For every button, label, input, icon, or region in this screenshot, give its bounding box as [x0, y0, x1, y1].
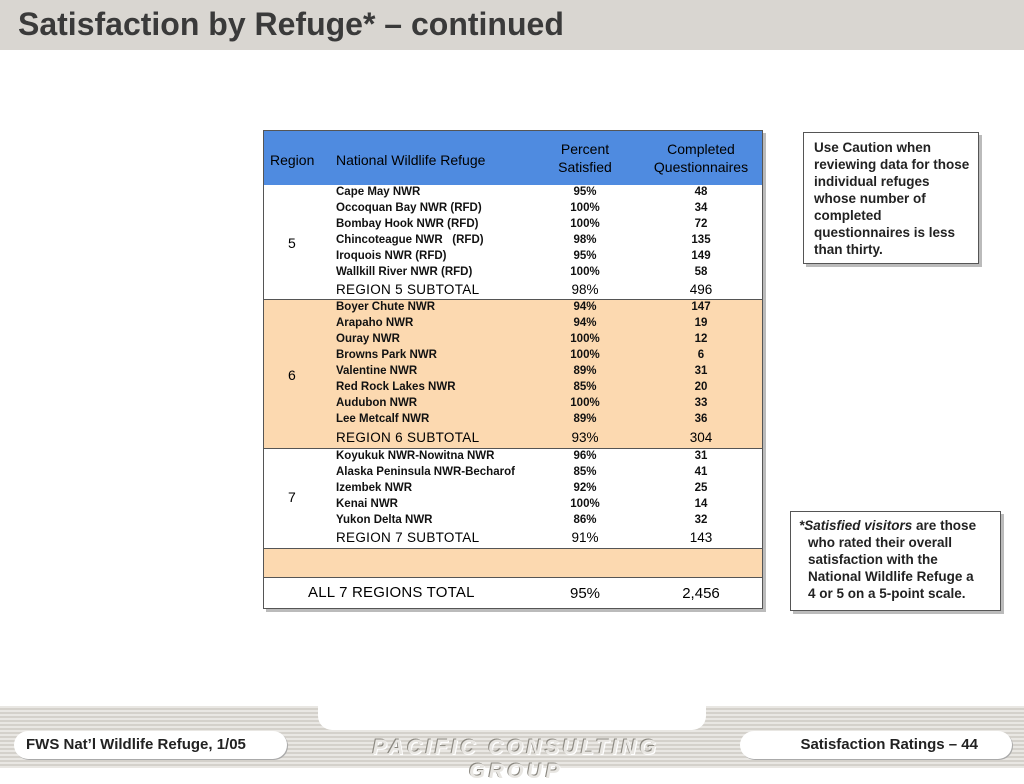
- completed-count: 32: [694, 514, 708, 526]
- percent-satisfied: 92%: [573, 482, 597, 494]
- percent-satisfied: 100%: [570, 333, 600, 345]
- completed-count: 147: [691, 301, 711, 313]
- subtotal-label: REGION 6 SUBTOTAL: [336, 430, 480, 445]
- percent-satisfied: 95%: [573, 186, 597, 198]
- satisfied-term: *Satisfied visitors: [799, 518, 913, 533]
- region-number: 6: [288, 367, 296, 383]
- table-row: [264, 412, 762, 428]
- subtotal-row: [264, 529, 762, 547]
- table-row: [264, 465, 762, 481]
- satisfied-definition-note: [790, 511, 1001, 611]
- footer-right-pill: [740, 731, 1012, 759]
- header-region: Region: [270, 152, 315, 168]
- table-row: [264, 316, 762, 332]
- refuge-name: Yukon Delta NWR: [336, 514, 433, 526]
- refuge-name: Boyer Chute NWR: [336, 301, 436, 313]
- refuge-name: Valentine NWR: [336, 365, 418, 377]
- satisfied-line-1-rest: are those: [912, 518, 977, 533]
- percent-satisfied: 94%: [573, 301, 597, 313]
- refuge-name: Wallkill River NWR (RFD): [336, 266, 473, 278]
- table-row: [264, 185, 762, 201]
- subtotal-count: 304: [689, 430, 713, 445]
- percent-satisfied: 86%: [573, 514, 597, 526]
- satisfied-text: [799, 517, 999, 602]
- table-row: [264, 265, 762, 281]
- subtotal-count: 496: [689, 282, 713, 297]
- refuge-name: Bombay Hook NWR (RFD): [336, 218, 479, 230]
- completed-count: 12: [694, 333, 708, 345]
- subtotal-percent: 98%: [571, 282, 599, 297]
- refuge-name: Browns Park NWR: [336, 349, 437, 361]
- total-count: 2,456: [682, 585, 720, 602]
- footer-left-text: FWS Nat’l Wildlife Refuge, 1/05: [26, 736, 246, 753]
- table-row: [264, 513, 762, 529]
- table-row: [264, 201, 762, 217]
- completed-count: 20: [694, 381, 708, 393]
- title-bar: [0, 0, 1024, 50]
- refuge-name: Izembek NWR: [336, 482, 413, 494]
- satisfied-line-4: National Wildlife Refuge a: [808, 569, 974, 584]
- header-completed-questionnaires: Completed Questionnaires: [653, 141, 749, 175]
- percent-satisfied: 100%: [570, 397, 600, 409]
- subtotal-percent: 93%: [571, 430, 599, 445]
- percent-satisfied: 100%: [570, 349, 600, 361]
- total-label: ALL 7 REGIONS TOTAL: [308, 584, 475, 601]
- completed-count: 6: [697, 349, 705, 361]
- refuge-name: Alaska Peninsula NWR-Becharof: [336, 466, 515, 478]
- footer-left-pill: [14, 731, 287, 759]
- completed-count: 34: [694, 202, 708, 214]
- grand-total-row: [264, 578, 762, 608]
- refuge-name: Red Rock Lakes NWR: [336, 381, 456, 393]
- refuge-name: Koyukuk NWR-Nowitna NWR: [336, 450, 495, 462]
- percent-satisfied: 100%: [570, 202, 600, 214]
- subtotal-label: REGION 5 SUBTOTAL: [336, 282, 480, 297]
- table-row: [264, 449, 762, 465]
- completed-count: 25: [694, 482, 708, 494]
- satisfied-line-5: 4 or 5 on a 5-point scale.: [808, 586, 966, 601]
- table-row: [264, 364, 762, 380]
- caution-text: Use Caution when reviewing data for those individual refuges whose number of completed questionnaires is less than thirty.: [814, 140, 970, 257]
- table-row: [264, 332, 762, 348]
- percent-satisfied: 100%: [570, 218, 600, 230]
- percent-satisfied: 89%: [573, 413, 597, 425]
- completed-count: 33: [694, 397, 708, 409]
- satisfied-line-2: who rated their overall: [808, 535, 953, 550]
- refuge-name: Chincoteague NWR (RFD): [336, 234, 484, 246]
- refuge-name: Lee Metcalf NWR: [336, 413, 430, 425]
- caution-note: [803, 132, 979, 264]
- header-percent-satisfied: Percent Satisfied: [558, 141, 612, 175]
- percent-satisfied: 94%: [573, 317, 597, 329]
- completed-count: 41: [694, 466, 708, 478]
- table-row: [264, 217, 762, 233]
- subtotal-label: REGION 7 SUBTOTAL: [336, 530, 480, 545]
- table-row: [264, 396, 762, 412]
- region-5-group: [264, 185, 762, 300]
- brand-logo-text: PACIFIC CONSULTING GROUP: [372, 736, 660, 783]
- region-number: 7: [288, 489, 296, 505]
- subtotal-count: 143: [689, 530, 713, 545]
- completed-count: 31: [694, 450, 708, 462]
- subtotal-percent: 91%: [571, 530, 599, 545]
- header-refuge: National Wildlife Refuge: [336, 152, 486, 168]
- table-row: [264, 481, 762, 497]
- region-number: 5: [288, 235, 296, 251]
- percent-satisfied: 95%: [573, 250, 597, 262]
- satisfied-line-1: [799, 517, 999, 534]
- subtotal-row: [264, 281, 762, 299]
- percent-satisfied: 100%: [570, 498, 600, 510]
- completed-count: 19: [694, 317, 708, 329]
- table-row: [264, 300, 762, 316]
- completed-count: 31: [694, 365, 708, 377]
- completed-count: 58: [694, 266, 708, 278]
- region-7-group: [264, 449, 762, 549]
- blank-row: [264, 549, 762, 578]
- percent-satisfied: 89%: [573, 365, 597, 377]
- table-row: [264, 233, 762, 249]
- table-row: [264, 380, 762, 396]
- percent-satisfied: 98%: [573, 234, 597, 246]
- satisfied-line-3: satisfaction with the: [808, 552, 938, 567]
- refuge-name: Iroquois NWR (RFD): [336, 250, 447, 262]
- completed-count: 14: [694, 498, 708, 510]
- refuge-name: Occoquan Bay NWR (RFD): [336, 202, 482, 214]
- completed-count: 135: [691, 234, 711, 246]
- region-6-group: [264, 300, 762, 449]
- page-title: Satisfaction by Refuge* – continued: [18, 6, 564, 42]
- refuge-name: Kenai NWR: [336, 498, 398, 510]
- subtotal-row: [264, 429, 762, 447]
- refuge-name: Ouray NWR: [336, 333, 400, 345]
- table-header: [264, 131, 762, 186]
- footer-notch: [318, 706, 706, 730]
- table-row: [264, 249, 762, 265]
- total-percent: 95%: [569, 585, 601, 602]
- completed-count: 48: [694, 186, 708, 198]
- percent-satisfied: 96%: [573, 450, 597, 462]
- table-row: [264, 497, 762, 513]
- refuge-name: Arapaho NWR: [336, 317, 414, 329]
- table-row: [264, 348, 762, 364]
- percent-satisfied: 85%: [573, 381, 597, 393]
- satisfaction-table: [263, 130, 763, 609]
- completed-count: 149: [691, 250, 711, 262]
- completed-count: 72: [694, 218, 708, 230]
- refuge-name: Cape May NWR: [336, 186, 421, 198]
- percent-satisfied: 100%: [570, 266, 600, 278]
- completed-count: 36: [694, 413, 708, 425]
- refuge-name: Audubon NWR: [336, 397, 418, 409]
- percent-satisfied: 85%: [573, 466, 597, 478]
- footer-right-text: Satisfaction Ratings – 44: [800, 736, 978, 753]
